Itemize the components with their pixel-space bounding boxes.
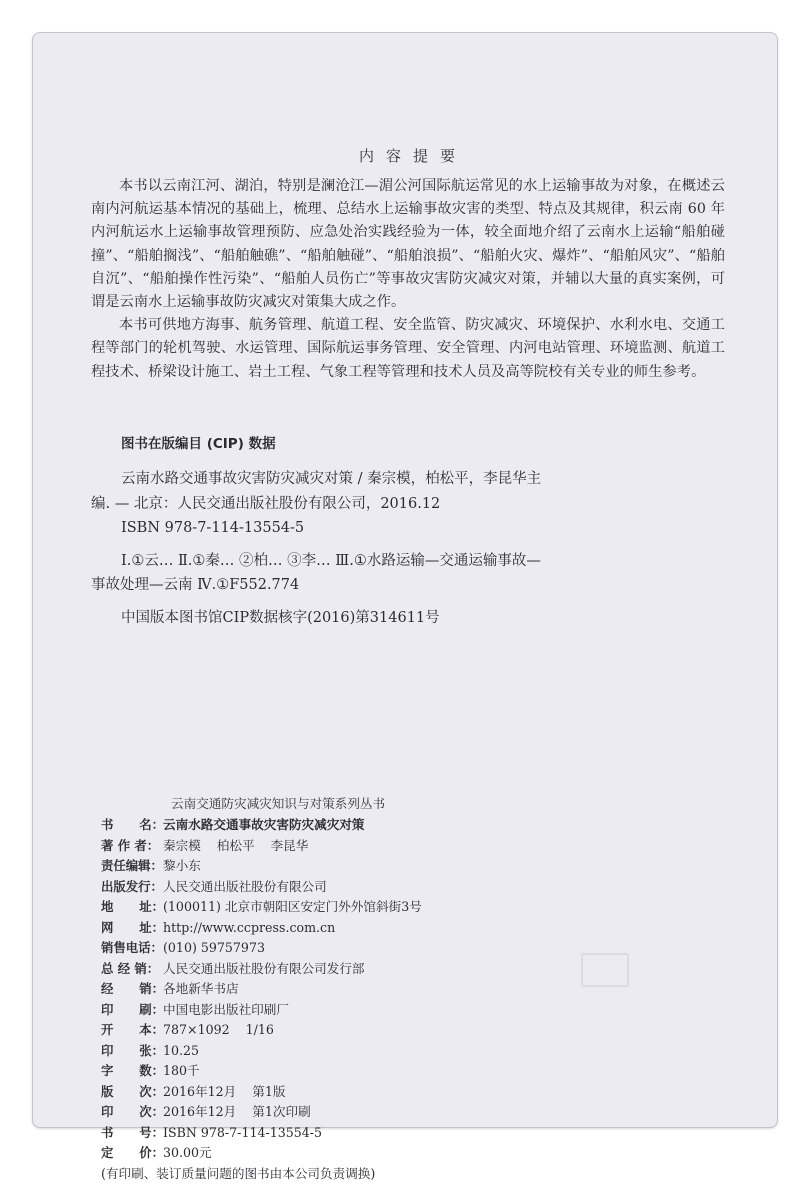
row-label: 地 址： [91, 897, 163, 918]
row-label: 开 本： [91, 1020, 163, 1041]
colophon-row-editor [91, 856, 611, 877]
row-value: (100011) 北京市朝阳区安定门外外馆斜街3号 [163, 897, 422, 918]
row-value: 787×1092 1/16 [163, 1020, 274, 1041]
website-link[interactable]: http://www.ccpress.com.cn [163, 918, 335, 939]
colophon-row-book-title [91, 815, 611, 836]
row-label: 经 销： [91, 979, 163, 1000]
colophon-row-distributor [91, 979, 611, 1000]
summary-paragraph-2: 本书可供地方海事、航务管理、航道工程、安全监管、防灾减灾、环境保护、水利水电、交通工程等部门的轮机驾驶、水运管理、国际航运事务管理、安全管理、内河电站管理、环境监测、航道工程技术、桥梁设计施工、岩土工程、气象工程等管理和技术人员及高等院校有关专业的师生参考。 [91, 314, 725, 384]
row-label: 印 张： [91, 1041, 163, 1062]
book-page [32, 32, 778, 1128]
row-value: 2016年12月 第1版 [163, 1082, 285, 1103]
series-title: 云南交通防灾减灾知识与对策系列丛书 [91, 793, 611, 815]
row-label: 书 号： [91, 1123, 163, 1144]
row-label: 总 经 销： [91, 959, 163, 980]
colophon-row-general-distributor [91, 959, 611, 980]
row-value: 180千 [163, 1061, 200, 1082]
row-value: 10.25 [163, 1041, 199, 1062]
row-label: 字 数： [91, 1061, 163, 1082]
row-value: 中国电影出版社印刷厂 [163, 1000, 289, 1021]
colophon-row-sales-phone [91, 938, 611, 959]
row-label: 责任编辑： [91, 856, 163, 877]
colophon-row-sheets [91, 1041, 611, 1062]
row-value: 云南水路交通事故灾害防灾减灾对策 [163, 815, 365, 836]
colophon [91, 793, 611, 1184]
row-label: 网 址： [91, 918, 163, 939]
row-label: 出版发行： [91, 877, 163, 898]
row-value: 黎小东 [163, 856, 201, 877]
page-fold-line [761, 35, 762, 1125]
colophon-row-format [91, 1020, 611, 1041]
row-value: (010) 59757973 [163, 938, 265, 959]
colophon-row-authors [91, 836, 611, 857]
cip-record-number: 中国版本图书馆CIP数据核字(2016)第314611号 [91, 606, 551, 631]
cip-bibliographic-entry: 云南水路交通事故灾害防灾减灾对策 / 秦宗模，柏松平，李昆华主编. — 北京：人民交通出版社股份有限公司，2016.12 [91, 467, 551, 516]
page-content [91, 145, 725, 384]
colophon-row-printing [91, 1102, 611, 1123]
row-label: 销售电话： [91, 938, 163, 959]
summary-title: 内容提要 [101, 145, 725, 167]
colophon-row-publisher [91, 877, 611, 898]
colophon-row-edition [91, 1082, 611, 1103]
cip-section [91, 433, 551, 630]
row-label: 印 刷： [91, 1000, 163, 1021]
colophon-row-price [91, 1143, 611, 1164]
row-value: ISBN 978-7-114-13554-5 [163, 1123, 322, 1144]
row-value: 人民交通出版社股份有限公司 [163, 877, 327, 898]
quality-note: (有印刷、装订质量问题的图书由本公司负责调换) [91, 1164, 611, 1184]
row-label: 定 价： [91, 1143, 163, 1164]
row-label: 版 次： [91, 1082, 163, 1103]
cip-isbn: ISBN 978-7-114-13554-5 [91, 516, 551, 541]
summary-paragraph-1: 本书以云南江河、湖泊，特别是澜沧江—湄公河国际航运常见的水上运输事故为对象，在概述云南内河航运基本情况的基础上，梳理、总结水上运输事故灾害的类型、特点及其规律，积云南 60 年内河航运水上运输事故管理预防、应急处治实践经验为一体，较全面地介绍了云南水上运输“船舶碰撞”、“船舶搁浅”、“船舶触礁”、“船舶触碰”、“船舶浪损”、“船舶火灾、爆炸”、“船舶风灾”、“船舶自沉”、“船舶操作性污染”、“船舶人员伤亡”等事故灾害防灾减灾对策，并辅以大量的真实案例，可谓是云南水上运输事故防灾减灾对策集大成之作。 [91, 175, 725, 314]
row-label: 印 次： [91, 1102, 163, 1123]
colophon-row-website [91, 918, 611, 939]
row-label: 著 作 者： [91, 836, 163, 857]
colophon-row-word-count [91, 1061, 611, 1082]
row-value: 人民交通出版社股份有限公司发行部 [163, 959, 365, 980]
colophon-row-address [91, 897, 611, 918]
colophon-row-printer [91, 1000, 611, 1021]
row-value: 30.00元 [163, 1143, 212, 1164]
cip-heading: 图书在版编目 (CIP) 数据 [91, 433, 551, 455]
colophon-row-isbn [91, 1123, 611, 1144]
row-value: 各地新华书店 [163, 979, 239, 1000]
row-value: 秦宗模 柏松平 李昆华 [163, 836, 308, 857]
row-value: 2016年12月 第1次印刷 [163, 1102, 311, 1123]
cip-classification: Ⅰ.①云… Ⅱ.①秦… ②柏… ③李… Ⅲ.①水路运输—交通运输事故—事故处理—云南 Ⅳ.①F552.774 [91, 549, 551, 598]
row-label: 书 名： [91, 815, 163, 836]
